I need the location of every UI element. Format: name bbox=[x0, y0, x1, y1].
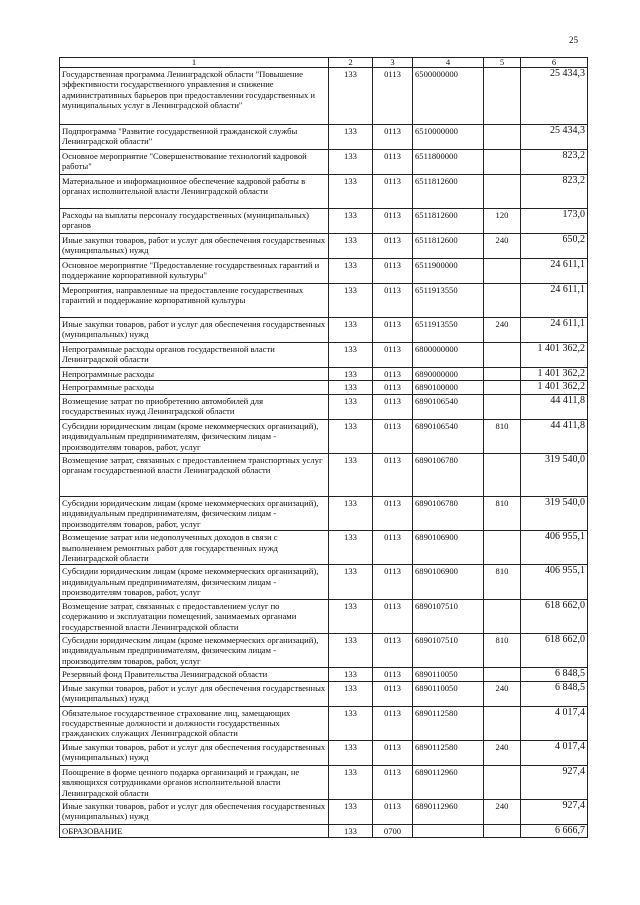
expense-type-code: 810 bbox=[484, 565, 521, 599]
admin-code: 133 bbox=[329, 394, 373, 419]
row-name: Возмещение затрат, связанных с предоставлением транспортных услуг органам государственной власти Ленинградской области bbox=[60, 454, 329, 497]
expense-type-code bbox=[484, 765, 521, 799]
table-row bbox=[60, 633, 588, 667]
row-name: Иные закупки товаров, работ и услуг для обеспечения государственных (муниципальных) нужд bbox=[60, 799, 329, 824]
amount: 24 611,1 bbox=[521, 318, 588, 343]
amount: 1 401 362,2 bbox=[521, 381, 588, 394]
admin-code: 133 bbox=[329, 419, 373, 453]
row-name: Возмещение затрат или недополученных доходов в связи с выполнением ремонтных работ для государственных нужд Ленинградской области bbox=[60, 531, 329, 565]
amount: 6 848,5 bbox=[521, 668, 588, 681]
section-code: 0113 bbox=[373, 68, 413, 125]
target-article-code: 6511812600 bbox=[413, 209, 484, 234]
target-article-code: 6511812600 bbox=[413, 175, 484, 209]
amount: 6 666,7 bbox=[521, 824, 588, 837]
amount: 406 955,1 bbox=[521, 531, 588, 565]
table-row bbox=[60, 454, 588, 497]
section-code: 0113 bbox=[373, 599, 413, 633]
section-code: 0113 bbox=[373, 343, 413, 368]
table-row bbox=[60, 599, 588, 633]
admin-code: 133 bbox=[329, 454, 373, 497]
admin-code: 133 bbox=[329, 209, 373, 234]
section-code: 0113 bbox=[373, 368, 413, 381]
amount: 44 411,8 bbox=[521, 394, 588, 419]
column-number-row bbox=[60, 58, 588, 68]
row-name: Мероприятия, направленные на предоставление государственных гарантий и поддержание корпоративной культуры bbox=[60, 284, 329, 318]
table-row bbox=[60, 668, 588, 681]
row-name: Субсидии юридическим лицам (кроме некоммерческих организаций), индивидуальным предпринимателям, физическим лицам - производителям товаров, работ, услуг bbox=[60, 419, 329, 453]
section-code: 0113 bbox=[373, 175, 413, 209]
target-article-code: 6890112960 bbox=[413, 765, 484, 799]
amount: 823,2 bbox=[521, 150, 588, 175]
table-row bbox=[60, 531, 588, 565]
amount: 319 540,0 bbox=[521, 497, 588, 531]
table-row bbox=[60, 125, 588, 150]
amount: 24 611,1 bbox=[521, 284, 588, 318]
table-row bbox=[60, 318, 588, 343]
table-row bbox=[60, 209, 588, 234]
amount: 44 411,8 bbox=[521, 419, 588, 453]
column-number: 4 bbox=[413, 58, 484, 68]
row-name: Иные закупки товаров, работ и услуг для обеспечения государственных (муниципальных) нужд bbox=[60, 681, 329, 706]
amount: 4 017,4 bbox=[521, 740, 588, 765]
target-article-code: 6890107510 bbox=[413, 633, 484, 667]
row-name: Государственная программа Ленинградской области "Повышение эффективности государственного управления и снижение административных барьеров при предоставлении государственных и муниципальных услуг в Ленинградской области" bbox=[60, 68, 329, 125]
section-code: 0113 bbox=[373, 318, 413, 343]
table-row bbox=[60, 150, 588, 175]
row-name: Непрограммные расходы bbox=[60, 368, 329, 381]
row-name: Иные закупки товаров, работ и услуг для обеспечения государственных (муниципальных) нужд bbox=[60, 740, 329, 765]
target-article-code: 6890110050 bbox=[413, 668, 484, 681]
amount: 319 540,0 bbox=[521, 454, 588, 497]
admin-code: 133 bbox=[329, 706, 373, 740]
admin-code: 133 bbox=[329, 824, 373, 837]
section-code: 0113 bbox=[373, 531, 413, 565]
amount: 25 434,3 bbox=[521, 125, 588, 150]
expense-type-code: 240 bbox=[484, 740, 521, 765]
expense-type-code: 810 bbox=[484, 497, 521, 531]
table-row bbox=[60, 419, 588, 453]
target-article-code: 6510000000 bbox=[413, 125, 484, 150]
row-name: Субсидии юридическим лицам (кроме некоммерческих организаций), индивидуальным предпринимателям, физическим лицам - производителям товаров, работ, услуг bbox=[60, 497, 329, 531]
admin-code: 133 bbox=[329, 497, 373, 531]
target-article-code: 6890112960 bbox=[413, 799, 484, 824]
admin-code: 133 bbox=[329, 799, 373, 824]
section-code: 0113 bbox=[373, 799, 413, 824]
target-article-code: 6511913550 bbox=[413, 284, 484, 318]
row-name: Возмещение затрат, связанных с предоставлением услуг по содержанию и эксплуатации помещений, занимаемых органами государственной власти Ленинградской области bbox=[60, 599, 329, 633]
section-code: 0113 bbox=[373, 381, 413, 394]
table-row bbox=[60, 68, 588, 125]
table-row bbox=[60, 824, 588, 837]
section-code: 0113 bbox=[373, 209, 413, 234]
expense-type-code bbox=[484, 668, 521, 681]
table-row bbox=[60, 175, 588, 209]
expense-type-code: 240 bbox=[484, 799, 521, 824]
section-code: 0113 bbox=[373, 284, 413, 318]
target-article-code: 6890106780 bbox=[413, 497, 484, 531]
row-name: Основное мероприятие "Совершенствование технологий кадровой работы" bbox=[60, 150, 329, 175]
target-article-code: 6890106780 bbox=[413, 454, 484, 497]
expense-type-code bbox=[484, 368, 521, 381]
row-name: Иные закупки товаров, работ и услуг для обеспечения государственных (муниципальных) нужд bbox=[60, 234, 329, 259]
table-row bbox=[60, 740, 588, 765]
expense-type-code bbox=[484, 599, 521, 633]
amount: 927,4 bbox=[521, 765, 588, 799]
section-code: 0113 bbox=[373, 234, 413, 259]
column-number: 2 bbox=[329, 58, 373, 68]
row-name: Расходы на выплаты персоналу государственных (муниципальных) органов bbox=[60, 209, 329, 234]
admin-code: 133 bbox=[329, 765, 373, 799]
section-code: 0113 bbox=[373, 259, 413, 284]
admin-code: 133 bbox=[329, 565, 373, 599]
amount: 823,2 bbox=[521, 175, 588, 209]
row-name: Основное мероприятие "Предоставление государственных гарантий и поддержание корпоративной культуры" bbox=[60, 259, 329, 284]
table-row bbox=[60, 368, 588, 381]
page-number: 25 bbox=[569, 35, 578, 45]
target-article-code: 6890112580 bbox=[413, 740, 484, 765]
section-code: 0113 bbox=[373, 681, 413, 706]
amount: 25 434,3 bbox=[521, 68, 588, 125]
amount: 1 401 362,2 bbox=[521, 368, 588, 381]
expense-type-code bbox=[484, 343, 521, 368]
target-article-code: 6890106540 bbox=[413, 419, 484, 453]
row-name: Субсидии юридическим лицам (кроме некоммерческих организаций), индивидуальным предпринимателям, физическим лицам - производителям товаров, работ, услуг bbox=[60, 565, 329, 599]
amount: 406 955,1 bbox=[521, 565, 588, 599]
column-number: 1 bbox=[60, 58, 329, 68]
target-article-code: 6890106900 bbox=[413, 531, 484, 565]
section-code: 0113 bbox=[373, 765, 413, 799]
table-row bbox=[60, 799, 588, 824]
row-name: Материальное и информационное обеспечение кадровой работы в органах исполнительной власти Ленинградской области bbox=[60, 175, 329, 209]
expense-type-code: 810 bbox=[484, 419, 521, 453]
section-code: 0113 bbox=[373, 150, 413, 175]
column-number: 3 bbox=[373, 58, 413, 68]
row-name: Непрограммные расходы bbox=[60, 381, 329, 394]
expense-type-code bbox=[484, 150, 521, 175]
admin-code: 133 bbox=[329, 343, 373, 368]
target-article-code: 6511812600 bbox=[413, 234, 484, 259]
target-article-code: 6890106540 bbox=[413, 394, 484, 419]
admin-code: 133 bbox=[329, 284, 373, 318]
amount: 650,2 bbox=[521, 234, 588, 259]
amount: 6 848,5 bbox=[521, 681, 588, 706]
amount: 173,0 bbox=[521, 209, 588, 234]
section-code: 0113 bbox=[373, 419, 413, 453]
admin-code: 133 bbox=[329, 175, 373, 209]
admin-code: 133 bbox=[329, 599, 373, 633]
section-code: 0113 bbox=[373, 633, 413, 667]
admin-code: 133 bbox=[329, 150, 373, 175]
section-code: 0113 bbox=[373, 565, 413, 599]
admin-code: 133 bbox=[329, 381, 373, 394]
row-name: Резервный фонд Правительства Ленинградской области bbox=[60, 668, 329, 681]
amount: 618 662,0 bbox=[521, 599, 588, 633]
budget-table bbox=[59, 57, 588, 838]
admin-code: 133 bbox=[329, 668, 373, 681]
section-code: 0113 bbox=[373, 125, 413, 150]
table-row bbox=[60, 497, 588, 531]
target-article-code: 6500000000 bbox=[413, 68, 484, 125]
section-code: 0113 bbox=[373, 706, 413, 740]
expense-type-code bbox=[484, 68, 521, 125]
admin-code: 133 bbox=[329, 633, 373, 667]
admin-code: 133 bbox=[329, 740, 373, 765]
expense-type-code bbox=[484, 175, 521, 209]
admin-code: 133 bbox=[329, 68, 373, 125]
amount: 1 401 362,2 bbox=[521, 343, 588, 368]
row-name: Субсидии юридическим лицам (кроме некоммерческих организаций), индивидуальным предпринимателям, физическим лицам - производителям товаров, работ, услуг bbox=[60, 633, 329, 667]
table-row bbox=[60, 394, 588, 419]
target-article-code bbox=[413, 824, 484, 837]
expense-type-code bbox=[484, 394, 521, 419]
expense-type-code bbox=[484, 259, 521, 284]
section-code: 0113 bbox=[373, 740, 413, 765]
table-row bbox=[60, 681, 588, 706]
section-code: 0700 bbox=[373, 824, 413, 837]
expense-type-code bbox=[484, 125, 521, 150]
expense-type-code: 240 bbox=[484, 234, 521, 259]
admin-code: 133 bbox=[329, 368, 373, 381]
section-code: 0113 bbox=[373, 668, 413, 681]
target-article-code: 6511900000 bbox=[413, 259, 484, 284]
row-name: ОБРАЗОВАНИЕ bbox=[60, 824, 329, 837]
expense-type-code bbox=[484, 381, 521, 394]
expense-type-code: 240 bbox=[484, 681, 521, 706]
expense-type-code bbox=[484, 531, 521, 565]
target-article-code: 6890112580 bbox=[413, 706, 484, 740]
table-row bbox=[60, 765, 588, 799]
target-article-code: 6890106900 bbox=[413, 565, 484, 599]
amount: 927,4 bbox=[521, 799, 588, 824]
column-number: 5 bbox=[484, 58, 521, 68]
admin-code: 133 bbox=[329, 259, 373, 284]
table-row bbox=[60, 234, 588, 259]
target-article-code: 6890107510 bbox=[413, 599, 484, 633]
expense-type-code: 240 bbox=[484, 318, 521, 343]
table-row bbox=[60, 259, 588, 284]
expense-type-code bbox=[484, 454, 521, 497]
row-name: Иные закупки товаров, работ и услуг для обеспечения государственных (муниципальных) нужд bbox=[60, 318, 329, 343]
amount: 24 611,1 bbox=[521, 259, 588, 284]
amount: 618 662,0 bbox=[521, 633, 588, 667]
target-article-code: 6890100000 bbox=[413, 381, 484, 394]
row-name: Непрограммные расходы органов государственной власти Ленинградской области bbox=[60, 343, 329, 368]
expense-type-code bbox=[484, 824, 521, 837]
section-code: 0113 bbox=[373, 497, 413, 531]
amount: 4 017,4 bbox=[521, 706, 588, 740]
section-code: 0113 bbox=[373, 394, 413, 419]
table-row bbox=[60, 381, 588, 394]
row-name: Поощрение в форме ценного подарка организаций и граждан, не являющихся сотрудниками органов исполнительной власти Ленинградской области bbox=[60, 765, 329, 799]
target-article-code: 6890110050 bbox=[413, 681, 484, 706]
target-article-code: 6511913550 bbox=[413, 318, 484, 343]
expense-type-code bbox=[484, 706, 521, 740]
table-row bbox=[60, 343, 588, 368]
table-row bbox=[60, 706, 588, 740]
admin-code: 133 bbox=[329, 234, 373, 259]
table-row bbox=[60, 284, 588, 318]
expense-type-code: 120 bbox=[484, 209, 521, 234]
row-name: Подпрограмма "Развитие государственной гражданской службы Ленинградской области" bbox=[60, 125, 329, 150]
row-name: Обязательное государственное страхование лиц, замещающих государственные должности и должности государственных гражданских служащих Ленинградской области bbox=[60, 706, 329, 740]
section-code: 0113 bbox=[373, 454, 413, 497]
target-article-code: 6800000000 bbox=[413, 343, 484, 368]
row-name: Возмещение затрат по приобретению автомобилей для государственных нужд Ленинградской области bbox=[60, 394, 329, 419]
target-article-code: 6890000000 bbox=[413, 368, 484, 381]
table-row bbox=[60, 565, 588, 599]
admin-code: 133 bbox=[329, 681, 373, 706]
column-number: 6 bbox=[521, 58, 588, 68]
expense-type-code: 810 bbox=[484, 633, 521, 667]
target-article-code: 6511800000 bbox=[413, 150, 484, 175]
admin-code: 133 bbox=[329, 531, 373, 565]
admin-code: 133 bbox=[329, 125, 373, 150]
admin-code: 133 bbox=[329, 318, 373, 343]
expense-type-code bbox=[484, 284, 521, 318]
